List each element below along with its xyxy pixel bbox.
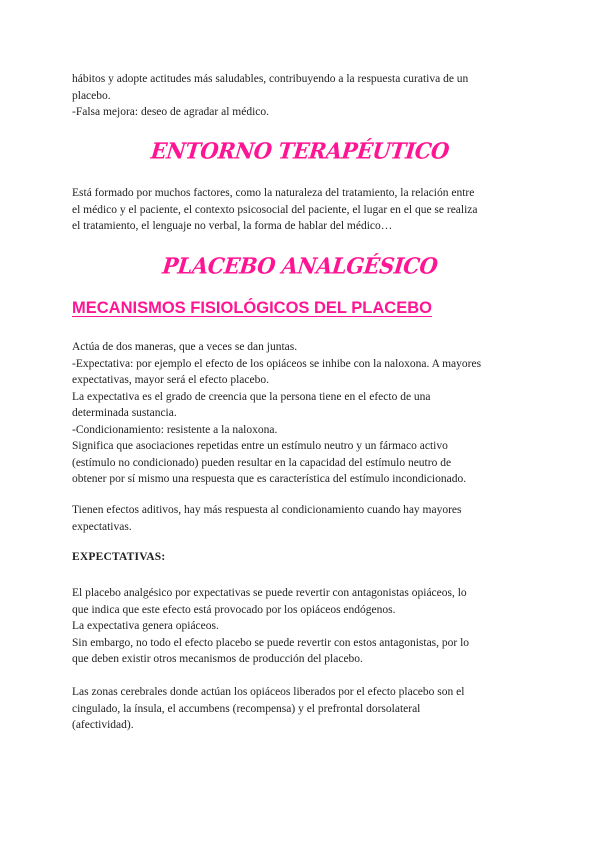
paragraph-line: que deben existir otros mecanismos de producción del placebo. [72,653,363,665]
paragraph-line: Sin embargo, no todo el efecto placebo se puede revertir con estos antagonistas, por lo [72,636,470,649]
paragraph-line: determinada sustancia. [72,407,177,419]
paragraph-line: -Condicionamiento: resistente a la naloxona. [72,423,278,436]
paragraph-line: obtener por sí mismo una respuesta que es característica del estímulo incondicionado. [72,473,467,485]
mecanismos-heading: MECANISMOS FISIOLÓGICOS DEL PLACEBO [72,299,432,317]
aditivos-paragraph [72,502,527,535]
intro-paragraph [72,71,527,121]
paragraph-line: Significa que asociaciones repetidas entre un estímulo neutro y un fármaco activo [72,440,448,452]
paragraph-line: que indica que este efecto está provocado por los opiáceos endógenos. [72,603,396,616]
paragraph-line: hábitos y adopte actitudes más saludables, contribuyendo a la respuesta curativa de un [72,73,469,85]
paragraph-line: (estímulo no condicionado) pueden resultar en la capacidad del estímulo neutro de [72,456,452,469]
expectativas-paragraph [72,585,527,668]
paragraph-line: Las zonas cerebrales donde actúan los opiáceos liberados por el efecto placebo son el [72,686,465,698]
paragraph-line: La expectativa es el grado de creencia que la persona tiene en el efecto de una [72,390,431,403]
paragraph-line: Tienen efectos aditivos, hay más respuesta al condicionamiento cuando hay mayores [72,504,462,516]
paragraph-line: el tratamiento, el lenguaje no verbal, la forma de hablar del médico… [72,220,393,232]
paragraph-line: placebo. [72,89,111,102]
expectativas-label: EXPECTATIVAS: [72,551,166,563]
paragraph-line: el médico y el paciente, el contexto psicosocial del paciente, el lugar en el que se realiza [72,203,478,216]
paragraph-line: Está formado por muchos factores, como la naturaleza del tratamiento, la relación entre [72,187,475,199]
paragraph-line: La expectativa genera opiáceos. [72,620,219,632]
zonas-paragraph [72,684,527,734]
paragraph-line: -Falsa mejora: deseo de agradar al médico. [72,106,270,118]
paragraph-line: El placebo analgésico por expectativas se puede revertir con antagonistas opiáceos, lo [72,587,467,599]
mecanismos-paragraph [72,339,527,488]
paragraph-line: expectativas. [72,520,132,533]
paragraph-line: (afectividad). [72,719,134,731]
paragraph-line: expectativas, mayor será el efecto placebo. [72,374,269,386]
entorno-paragraph [72,185,527,235]
paragraph-line: cingulado, la ínsula, el accumbens (recompensa) y el prefrontal dorsolateral [72,702,421,715]
paragraph-line: Actúa de dos maneras, que a veces se dan juntas. [72,341,298,353]
placebo-analgesico-title: PLACEBO ANALGÉSICO [161,252,439,279]
entorno-terapeutico-title: ENTORNO TERAPÉUTICO [149,137,451,164]
paragraph-line: -Expectativa: por ejemplo el efecto de los opiáceos se inhibe con la naloxona. A mayores [72,357,482,370]
